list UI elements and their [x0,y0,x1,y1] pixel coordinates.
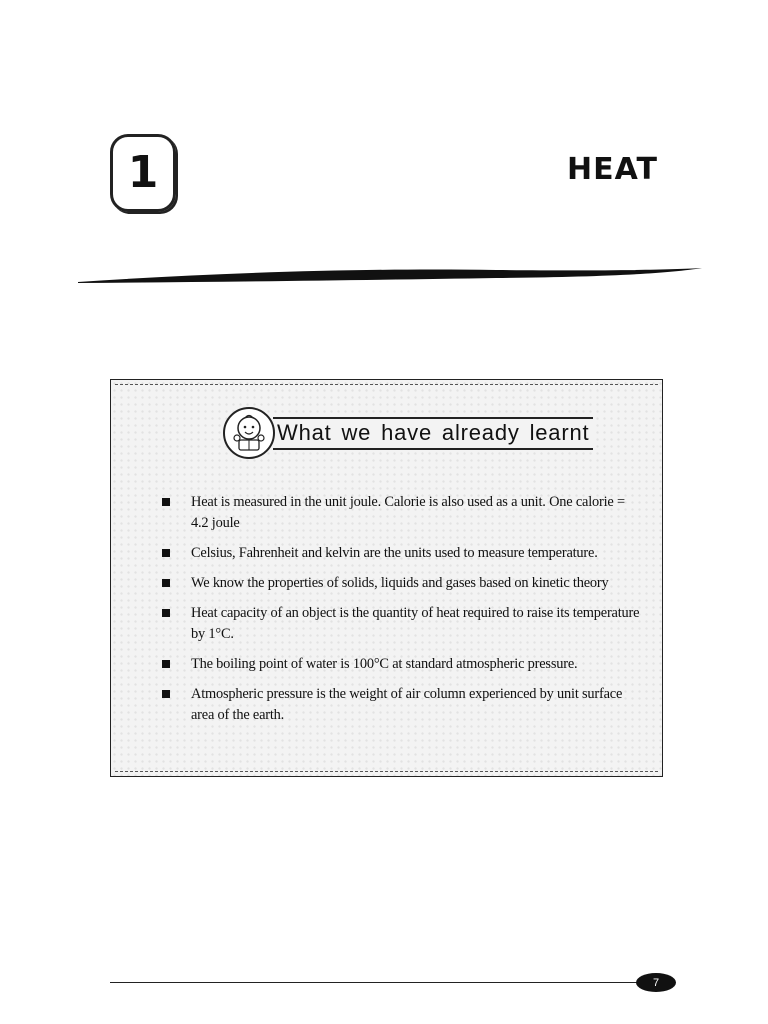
chapter-title: HEAT [567,152,658,187]
learnt-points-list [159,492,641,735]
square-bullet-icon [162,549,170,557]
list-item-text: Heat is measured in the unit joule. Calorie is also used as a unit. One calorie = 4.2 joule [191,494,625,531]
list-item [159,603,641,645]
title-divider-swoosh [76,262,704,288]
list-item [159,492,641,534]
list-item [159,573,641,594]
square-bullet-icon [162,690,170,698]
list-item-text: The boiling point of water is 100°C at standard atmospheric pressure. [191,656,578,672]
list-item-text: Celsius, Fahrenheit and kelvin are the units used to measure temperature. [191,545,598,561]
square-bullet-icon [162,579,170,587]
already-learnt-box [110,379,663,777]
list-item [159,684,641,726]
list-item-text: Atmospheric pressure is the weight of air column experienced by unit surface area of the earth. [191,686,623,723]
already-learnt-heading [223,407,593,459]
already-learnt-inner-frame [115,384,658,772]
chapter-number: 1 [127,147,159,198]
square-bullet-icon [162,660,170,668]
chapter-number-badge [110,134,176,212]
list-item-text: We know the properties of solids, liquids and gases based on kinetic theory [191,575,609,591]
footer-rule [110,982,650,983]
square-bullet-icon [162,609,170,617]
page-number: 7 [652,976,660,989]
list-item [159,654,641,675]
already-learnt-title: What we have already learnt [273,417,593,450]
square-bullet-icon [162,498,170,506]
page-number-badge [636,973,676,992]
list-item [159,543,641,564]
baby-face-icon [223,407,275,459]
list-item-text: Heat capacity of an object is the quantity of heat required to raise its temperature by 1°C. [191,605,640,642]
